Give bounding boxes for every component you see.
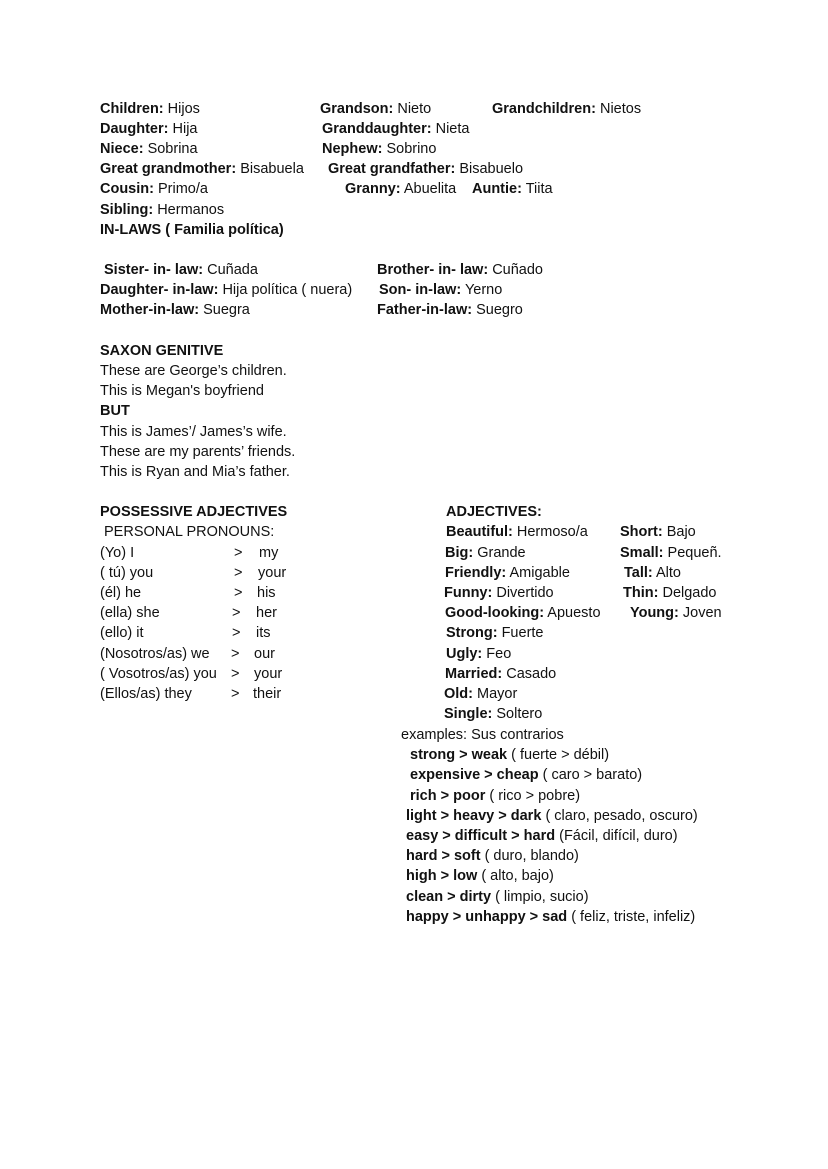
adjective-item: Friendly: Amigable	[445, 565, 570, 581]
adjective-item: Young: Joven	[630, 605, 722, 621]
pronoun-arrow: >	[232, 625, 241, 641]
possessive-adjective: our	[254, 646, 275, 662]
possessive-adjective: his	[257, 585, 276, 601]
adjective-item: Big: Grande	[445, 545, 526, 561]
adjective-item: Funny: Divertido	[444, 585, 554, 601]
opposite-pair: easy > difficult > hard (Fácil, difícil, duro)	[406, 828, 678, 844]
vocab-grandson: Grandson: Nieto	[320, 101, 432, 117]
adjective-item: Short: Bajo	[620, 524, 696, 540]
vocab-sibling: Sibling: Hermanos	[100, 202, 225, 218]
saxon-example-5: This is Ryan and Mia’s father.	[100, 464, 290, 480]
adjective-item: Single: Soltero	[444, 706, 543, 722]
opposite-pair: high > low ( alto, bajo)	[406, 868, 554, 884]
saxon-heading: SAXON GENITIVE	[100, 343, 224, 359]
adjective-item: Ugly: Feo	[446, 646, 512, 662]
pronoun-row: (Yo) I	[100, 545, 135, 561]
vocab-grandchildren: Grandchildren: Nietos	[492, 101, 642, 117]
possessive-adjective: your	[258, 565, 287, 581]
vocab-great-grandfather: Great grandfather: Bisabuelo	[328, 161, 524, 177]
pronoun-row: (Ellos/as) they	[100, 686, 192, 702]
pronoun-row: (él) he	[100, 585, 142, 601]
opposite-pair: rich > poor ( rico > pobre)	[410, 788, 581, 804]
adjective-item: Married: Casado	[445, 666, 557, 682]
pronoun-arrow: >	[234, 585, 243, 601]
vocab-son-in-law: Son- in-law: Yerno	[379, 282, 503, 298]
saxon-example-1: These are George’s children.	[100, 363, 287, 379]
saxon-example-2: This is Megan's boyfriend	[100, 383, 264, 399]
pronoun-row: (Nosotros/as) we	[100, 646, 210, 662]
vocab-sister-in-law: Sister- in- law: Cuñada	[104, 262, 258, 278]
vocab-children: Children: Hijos	[100, 101, 200, 117]
adjective-item: Beautiful: Hermoso/a	[446, 524, 588, 540]
vocab-auntie: Auntie: Tiita	[472, 181, 553, 197]
vocab-nephew: Nephew: Sobrino	[322, 141, 437, 157]
saxon-but: BUT	[100, 403, 130, 419]
vocab-father-in-law: Father-in-law: Suegro	[377, 302, 523, 318]
pronoun-arrow: >	[234, 565, 243, 581]
opposite-pair: clean > dirty ( limpio, sucio)	[406, 889, 589, 905]
pronoun-row: (ella) she	[100, 605, 160, 621]
adjective-item: Old: Mayor	[444, 686, 518, 702]
saxon-example-4: These are my parents’ friends.	[100, 444, 296, 460]
pronoun-arrow: >	[234, 545, 243, 561]
saxon-example-3: This is James’/ James’s wife.	[100, 424, 287, 440]
opposite-pair: strong > weak ( fuerte > débil)	[410, 747, 610, 763]
opposite-pair: expensive > cheap ( caro > barato)	[410, 767, 643, 783]
vocab-niece: Niece: Sobrina	[100, 141, 198, 157]
possessive-adjective: my	[259, 545, 279, 561]
opposite-pair: hard > soft ( duro, blando)	[406, 848, 579, 864]
possessive-adjective: its	[256, 625, 271, 641]
adjective-item: Strong: Fuerte	[446, 625, 544, 641]
pronoun-arrow: >	[231, 686, 240, 702]
vocab-daughter: Daughter: Hija	[100, 121, 198, 137]
pronoun-arrow: >	[231, 666, 240, 682]
pronoun-row: ( tú) you	[100, 565, 154, 581]
vocab-mother-in-law: Mother-in-law: Suegra	[100, 302, 250, 318]
pronoun-arrow: >	[231, 646, 240, 662]
adjective-item: Thin: Delgado	[623, 585, 717, 601]
opposite-pair: happy > unhappy > sad ( feliz, triste, infeliz)	[406, 909, 696, 925]
vocab-granddaughter: Granddaughter: Nieta	[322, 121, 470, 137]
vocab-great-grandmother: Great grandmother: Bisabuela	[100, 161, 304, 177]
adjective-item: Good-looking: Apuesto	[445, 605, 601, 621]
inlaws-heading: IN-LAWS ( Familia política)	[100, 222, 284, 238]
possessive-adjective: their	[253, 686, 282, 702]
opposite-pair: light > heavy > dark ( claro, pesado, oscuro)	[406, 808, 698, 824]
adjectives-heading: ADJECTIVES:	[446, 504, 542, 520]
vocab-brother-in-law: Brother- in- law: Cuñado	[377, 262, 543, 278]
pronoun-row: (ello) it	[100, 625, 144, 641]
vocab-cousin: Cousin: Primo/a	[100, 181, 208, 197]
vocab-daughter-in-law: Daughter- in-law: Hija política ( nuera)	[100, 282, 353, 298]
possessive-adjective: her	[256, 605, 277, 621]
adjective-item: Small: Pequeñ.	[620, 545, 722, 561]
vocab-granny: Granny: Abuelita	[345, 181, 457, 197]
possessive-adjective: your	[254, 666, 283, 682]
examples-label: examples: Sus contrarios	[401, 727, 564, 743]
pronoun-row: ( Vosotros/as) you	[100, 666, 217, 682]
adjective-item: Tall: Alto	[624, 565, 681, 581]
possessive-heading: POSSESSIVE ADJECTIVES	[100, 504, 288, 520]
pronoun-arrow: >	[232, 605, 241, 621]
possessive-subheading: PERSONAL PRONOUNS:	[104, 524, 275, 540]
